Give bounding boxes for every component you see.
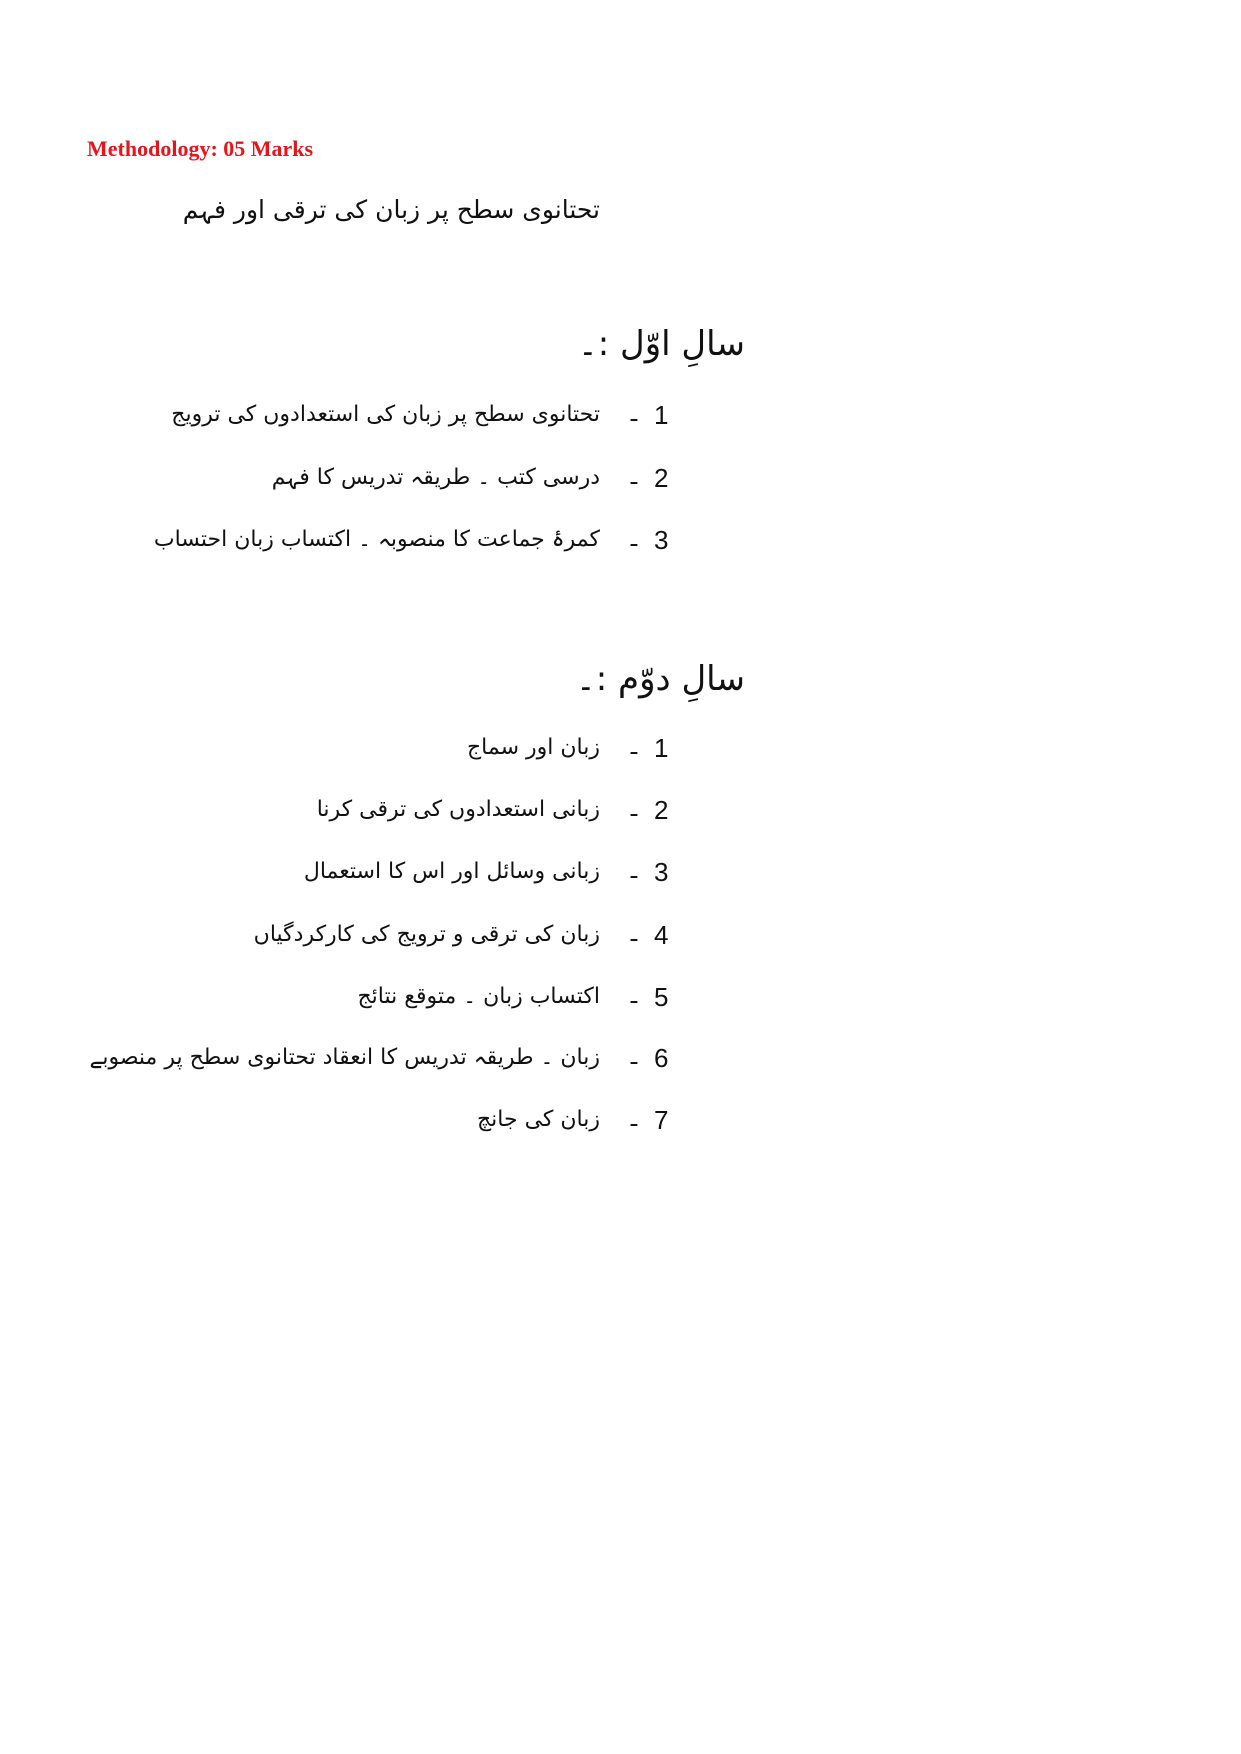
item-separator: ـ (630, 1045, 638, 1070)
year2-item (0, 728, 1241, 768)
item-number: 1 (654, 400, 669, 430)
item-number: 3 (654, 525, 669, 555)
item-text: زبان اور سماج (466, 735, 600, 760)
item-number: 1 (654, 733, 669, 763)
year2-item (0, 977, 1241, 1017)
year1-item (0, 520, 1241, 560)
item-separator: ـ (630, 984, 638, 1009)
page-title: Methodology: 05 Marks (87, 136, 314, 161)
year2-item (0, 915, 1241, 955)
item-number: 4 (654, 920, 669, 950)
section-subtitle: تحتانوی سطح پر زبان کی ترقی اور فہم (182, 195, 600, 224)
year1-heading: سالِ اوّل :۔ (577, 324, 745, 364)
year2-item (0, 1038, 1241, 1078)
item-separator: ـ (630, 402, 638, 427)
year1-item (0, 395, 1241, 435)
year2-item (0, 852, 1241, 892)
item-text: زبان ۔ طریقہ تدریس کا انعقاد تحتانوی سطح پر منصوبے (89, 1045, 600, 1070)
item-number: 6 (654, 1043, 669, 1073)
item-separator: ـ (630, 735, 638, 760)
item-number: 5 (654, 982, 669, 1012)
item-separator: ـ (630, 859, 638, 884)
year2-heading: سالِ دوّم :۔ (575, 659, 745, 699)
item-text: زبانی وسائل اور اس کا استعمال (303, 859, 600, 884)
item-separator: ـ (630, 922, 638, 947)
item-text: اکتساب زبان ۔ متوقع نتائج (357, 984, 600, 1009)
item-text: کمرۂ جماعت کا منصوبہ ۔ اکتساب زبان احتساب (153, 527, 600, 552)
item-separator: ـ (630, 465, 638, 490)
item-text: تحتانوی سطح پر زبان کی استعدادوں کی ترویج (171, 402, 600, 427)
item-number: 2 (654, 795, 669, 825)
item-text: درسی کتب ۔ طریقہ تدریس کا فہم (271, 465, 600, 490)
year1-item (0, 458, 1241, 498)
item-separator: ـ (630, 527, 638, 552)
item-separator: ـ (630, 1107, 638, 1132)
year2-item (0, 1100, 1241, 1140)
item-number: 7 (654, 1105, 669, 1135)
item-text: زبان کی جانچ (476, 1107, 600, 1132)
item-number: 2 (654, 463, 669, 493)
item-number: 3 (654, 857, 669, 887)
year2-item (0, 790, 1241, 830)
item-separator: ـ (630, 797, 638, 822)
item-text: زبان کی ترقی و ترویج کی کارکردگیاں (253, 922, 600, 947)
item-text: زبانی استعدادوں کی ترقی کرنا (316, 797, 600, 822)
